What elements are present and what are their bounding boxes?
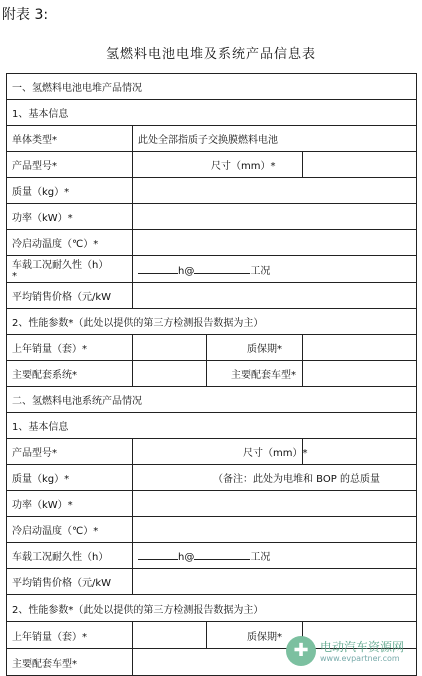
stack-vehicle-value: [303, 361, 417, 387]
table-title: 氢燃料电池电堆及系统产品信息表: [105, 47, 316, 62]
stack-type-value: 此处全部指质子交换膜燃料电池: [133, 126, 417, 152]
stack-vehicle-label: 主要配套车型*: [207, 361, 303, 387]
system-cold-start-value: [133, 517, 417, 543]
system-durability-value: h@ 工况: [133, 543, 417, 569]
system-mass-label: 质量（kg）*: [7, 465, 133, 491]
stack-system-label: 主要配套系统*: [7, 361, 133, 387]
stack-power-value: [133, 204, 417, 230]
stack-mass-label: 质量（kg）*: [7, 178, 133, 204]
stack-sales-value: [133, 335, 207, 361]
stack-system-value: [133, 361, 207, 387]
stack-size-label: 尺寸（mm）*: [133, 152, 303, 178]
stack-size-value: [303, 152, 417, 178]
section-2-performance: 2、性能参数*（此处以提供的第三方检测报告数据为主）: [7, 595, 417, 622]
stack-type-label: 单体类型*: [7, 126, 133, 152]
system-sales-label: 上年销量（套）*: [7, 622, 133, 649]
system-warranty-label: 质保期*: [207, 622, 303, 649]
stack-warranty-label: 质保期*: [207, 335, 303, 361]
section-1-basic-info: 1、基本信息: [7, 100, 417, 126]
stack-power-label: 功率（kW）*: [7, 204, 133, 230]
system-size-value: [303, 439, 417, 465]
system-durability-label: 车载工况耐久性（h）: [7, 543, 133, 569]
system-mass-note: （备注：此处为电堆和 BOP 的总质量: [133, 465, 417, 491]
watermark-site-url: www.evpartner.com: [320, 654, 400, 663]
system-price-value: [133, 569, 417, 595]
stack-cold-start-value: [133, 230, 417, 256]
stack-durability-value: h@ 工况: [133, 256, 417, 283]
stack-mass-value: [133, 178, 417, 204]
stack-durability-label: 车载工况耐久性（h） *: [7, 256, 133, 283]
plug-logo-icon: ✚: [286, 636, 316, 666]
stack-sales-label: 上年销量（套）*: [7, 335, 133, 361]
system-power-label: 功率（kW）*: [7, 491, 133, 517]
system-size-label: 尺寸（mm）*: [133, 439, 303, 465]
system-model-label: 产品型号*: [7, 439, 133, 465]
watermark-site-name: 电动汽车资源网: [320, 640, 405, 654]
system-vehicle-label: 主要配套车型*: [7, 649, 133, 676]
section-1-header: 一、氢燃料电池电堆产品情况: [7, 74, 417, 100]
system-sales-value: [133, 622, 207, 649]
stack-price-label: 平均销售价格（元/kW: [7, 283, 133, 309]
section-1-performance: 2、性能参数*（此处以提供的第三方检测报告数据为主）: [7, 309, 417, 335]
site-watermark: [286, 634, 420, 670]
system-power-value: [133, 491, 417, 517]
product-info-table: [6, 73, 417, 676]
stack-model-label: 产品型号*: [7, 152, 133, 178]
system-price-label: 平均销售价格（元/kW: [7, 569, 133, 595]
section-2-header: 二、氢燃料电池系统产品情况: [7, 387, 417, 413]
stack-cold-start-label: 冷启动温度（℃）*: [7, 230, 133, 256]
system-cold-start-label: 冷启动温度（℃）*: [7, 517, 133, 543]
annex-label: 附表 3:: [2, 7, 49, 23]
stack-warranty-value: [303, 335, 417, 361]
stack-price-value: [133, 283, 417, 309]
section-2-basic-info: 1、基本信息: [7, 413, 417, 439]
